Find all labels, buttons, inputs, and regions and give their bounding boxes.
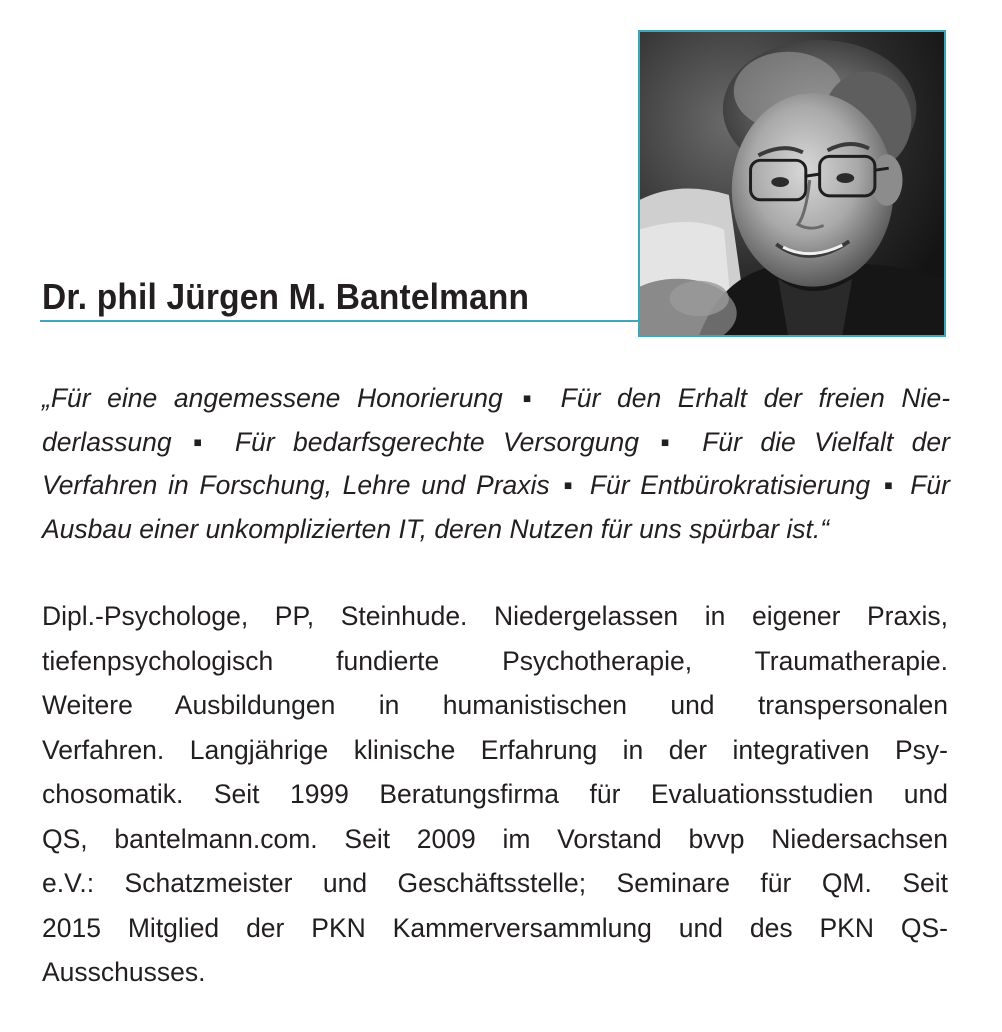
bio-line: Weitere Ausbildungen in humanistischen und transpersonalen [42,690,948,720]
separator-square-icon: ▪ [883,470,897,500]
quote-segment: Für bedarfsgerechte Versorgung [234,426,639,457]
bio-line: tiefenpsychologisch fundierte Psychotherapie, Traumatherapie. [42,645,948,676]
quote-close-mark: “ [820,513,830,544]
bio-line: Dipl.-Psychologe, PP, Steinhude. Niedergelassen in eigener Praxis, [42,601,948,631]
quote-segment: Für Entbürokratisierung [589,470,871,500]
quote-open-mark: „ [42,383,51,413]
portrait-photo [638,30,946,337]
quote-segment: Für den Erhalt der freien Niederlassung [42,383,951,457]
separator-square-icon: ▪ [563,470,577,500]
separator-square-icon: ▪ [522,383,542,413]
quote-block [42,377,950,551]
separator-square-icon: ▪ [660,426,681,457]
separator-square-icon: ▪ [193,426,214,457]
quote-segment: Für Ausbau einer unkomplizierten IT, deren Nutzen für uns spürbar ist. [42,470,950,544]
bio-line: QS, bantelmann.com. Seit 2009 im Vorstand bvvp Niedersachsen [42,823,948,854]
biography-text [42,594,948,995]
page-title: Dr. phil Jürgen M. Bantelmann [42,276,530,317]
portrait-photo-icon [640,32,944,335]
heading-divider [40,320,640,322]
quote-segment: Für die Vielfalt der Verfahren in Forschung, Lehre und Praxis [42,426,950,500]
bio-line: Ausschusses. [42,957,206,987]
quote-segment: Für eine angemessene Honorierung [50,383,503,413]
bio-line: 2015 Mitglied der PKN Kammerversammlung und des PKN QS- [42,912,948,943]
bio-line: Verfahren. Langjährige klinische Erfahrung in der integrativen Psy- [42,734,948,765]
bio-line: e.V.: Schatzmeister und Geschäftsstelle; Seminare für QM. Seit [42,868,948,898]
bio-line: chosomatik. Seit 1999 Beratungsfirma für Evaluationsstudien und [42,779,948,809]
